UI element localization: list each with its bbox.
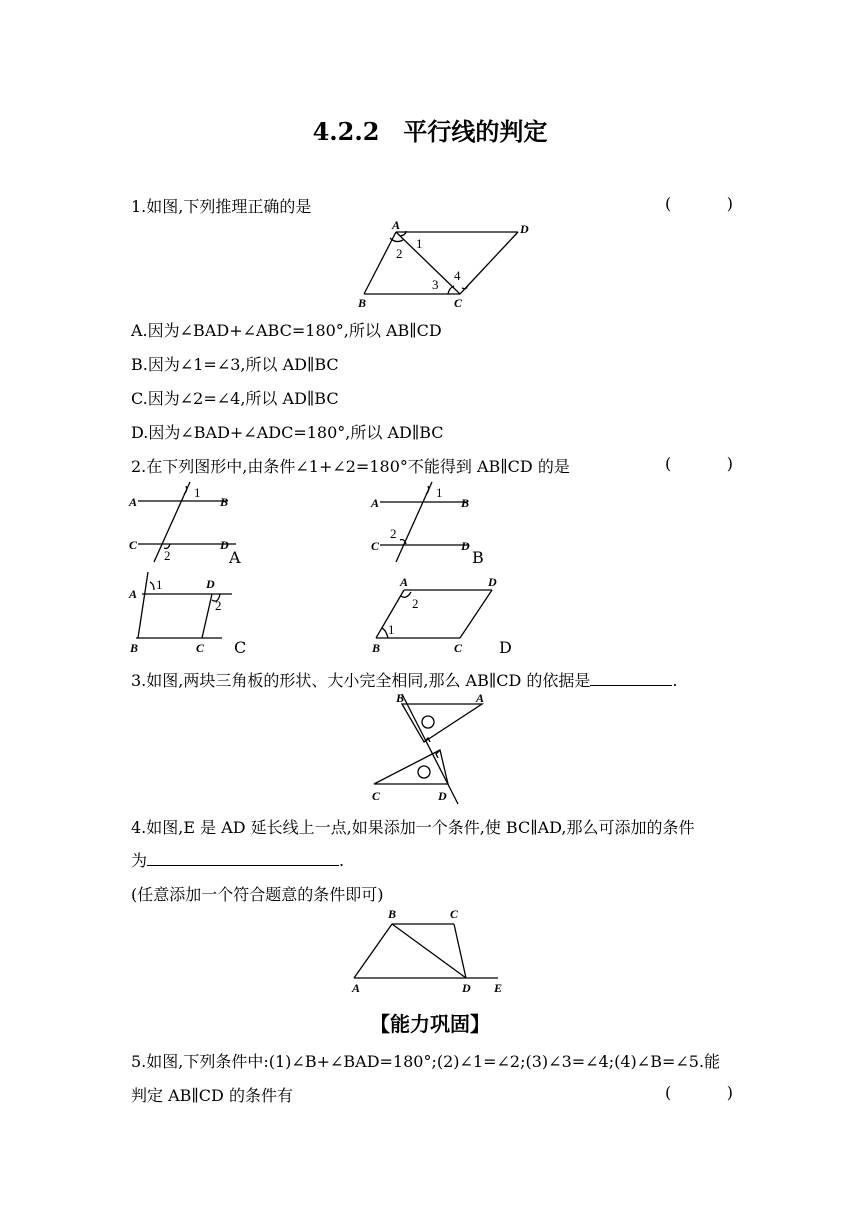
q1-label-c: C xyxy=(454,296,463,310)
q3-figure xyxy=(366,690,496,808)
q4-line2-end: . xyxy=(339,851,345,870)
q3-stem: 3.如图,两块三角板的形状、大小完全相同,那么 AB∥CD 的依据是 xyxy=(131,671,591,690)
figc-label-d: D xyxy=(206,577,215,591)
figd-label-c: C xyxy=(454,641,463,655)
figc-label-c: C xyxy=(196,641,205,654)
figa-label-c: C xyxy=(129,538,138,552)
paren-open: ( xyxy=(665,194,672,213)
q2-figure-c xyxy=(126,570,251,654)
figb-label-a: A xyxy=(371,496,380,510)
q1-option-d: D.因为∠BAD+∠ADC=180°,所以 AD∥BC xyxy=(131,423,444,442)
figd-angle-2: 2 xyxy=(412,596,419,611)
q2-option-d-label: D xyxy=(499,638,512,657)
q3-label-d: D xyxy=(438,789,447,803)
q1-angle-1: 1 xyxy=(416,236,423,251)
q1-angle-4: 4 xyxy=(454,268,461,283)
q2-answer-paren xyxy=(665,454,733,473)
q1-seg-ac xyxy=(396,232,460,294)
figb-label-b: B xyxy=(461,496,470,510)
q4-label-c: C xyxy=(450,907,459,921)
q1-option-c: C.因为∠2=∠4,所以 AD∥BC xyxy=(131,389,339,408)
q1-angle-3: 3 xyxy=(432,277,439,292)
q3-stem-line xyxy=(131,668,677,691)
page-title: 4.2.2 平行线的判定 xyxy=(312,117,548,146)
q4-line2-prefix: 为 xyxy=(131,851,148,870)
paren-close: ) xyxy=(726,454,733,473)
figb-angle-1: 1 xyxy=(436,485,443,500)
paren-open: ( xyxy=(665,454,672,473)
q4-label-d: D xyxy=(462,981,471,995)
q2-option-b-label: B xyxy=(472,548,484,567)
q5-line2: 判定 AB∥CD 的条件有 xyxy=(131,1086,293,1105)
figc-label-b: B xyxy=(130,641,139,654)
figa-label-d: D xyxy=(220,538,229,552)
paren-close: ) xyxy=(726,1083,733,1102)
q1-option-a: A.因为∠BAD+∠ABC=180°,所以 AB∥CD xyxy=(131,321,442,340)
q4-label-b: B xyxy=(388,907,397,921)
figb-angle-2: 2 xyxy=(390,526,397,541)
q3-label-a: A xyxy=(476,691,485,705)
q2-option-a-label: A xyxy=(229,548,241,567)
figa-label-b: B xyxy=(220,495,229,509)
q2-figure-d xyxy=(368,574,508,656)
q1-label-d: D xyxy=(520,222,529,236)
q1-seg-dc xyxy=(460,232,518,294)
figb-label-c: C xyxy=(371,539,380,553)
figc-label-a: A xyxy=(129,587,138,601)
figa-angle-1: 1 xyxy=(194,485,201,500)
figd-label-a: A xyxy=(400,575,409,589)
q4-line2 xyxy=(131,848,344,871)
q3-label-c: C xyxy=(372,789,381,803)
q1-option-b: B.因为∠1=∠3,所以 AD∥BC xyxy=(131,355,339,374)
q4-note: (任意添加一个符合题意的条件即可) xyxy=(131,885,384,904)
q4-label-a: A xyxy=(352,981,361,995)
q3-stem-end: . xyxy=(672,671,678,690)
q2-option-c-label: C xyxy=(234,638,247,657)
q4-answer-blank[interactable] xyxy=(147,851,339,866)
q3-transversal xyxy=(402,694,458,804)
figc-angle-1: 1 xyxy=(156,577,163,592)
figa-label-a: A xyxy=(129,495,138,509)
q5-line1: 5.如图,下列条件中:(1)∠B+∠BAD=180°;(2)∠1=∠2;(3)∠3=∠4;(4)∠B=∠5.能 xyxy=(131,1052,721,1071)
q1-label-b: B xyxy=(358,296,367,310)
q1-figure xyxy=(350,218,540,310)
figb-label-d: D xyxy=(461,539,470,553)
figd-angle-1: 1 xyxy=(388,622,395,637)
figc-angle-2: 2 xyxy=(215,598,222,613)
q4-figure xyxy=(348,906,508,998)
section-heading: 【能力巩固】 xyxy=(370,1012,490,1036)
q2-stem: 2.在下列图形中,由条件∠1+∠2=180°不能得到 AB∥CD 的是 xyxy=(131,457,570,476)
figd-label-d: D xyxy=(488,575,497,589)
q4-label-e: E xyxy=(494,981,503,995)
q4-seg-bd xyxy=(392,924,466,978)
q4-seg-ab xyxy=(354,924,392,978)
q1-answer-paren xyxy=(665,194,733,213)
q1-stem: 1.如图,下列推理正确的是 xyxy=(131,197,312,216)
figa-angle-2: 2 xyxy=(164,548,171,563)
q5-answer-paren xyxy=(665,1083,733,1102)
q1-label-a: A xyxy=(392,218,401,232)
q3-triangle-top xyxy=(402,704,482,742)
q1-seg-ba xyxy=(364,232,396,294)
q4-stem: 4.如图,E 是 AD 延长线上一点,如果添加一个条件,使 BC∥AD,那么可添加的条件 xyxy=(131,818,695,837)
q3-label-b: B xyxy=(396,691,405,705)
figd-label-b: B xyxy=(372,641,381,655)
q3-answer-blank[interactable] xyxy=(590,671,672,686)
q1-angle-2: 2 xyxy=(396,246,403,261)
paren-close: ) xyxy=(726,194,733,213)
paren-open: ( xyxy=(665,1083,672,1102)
